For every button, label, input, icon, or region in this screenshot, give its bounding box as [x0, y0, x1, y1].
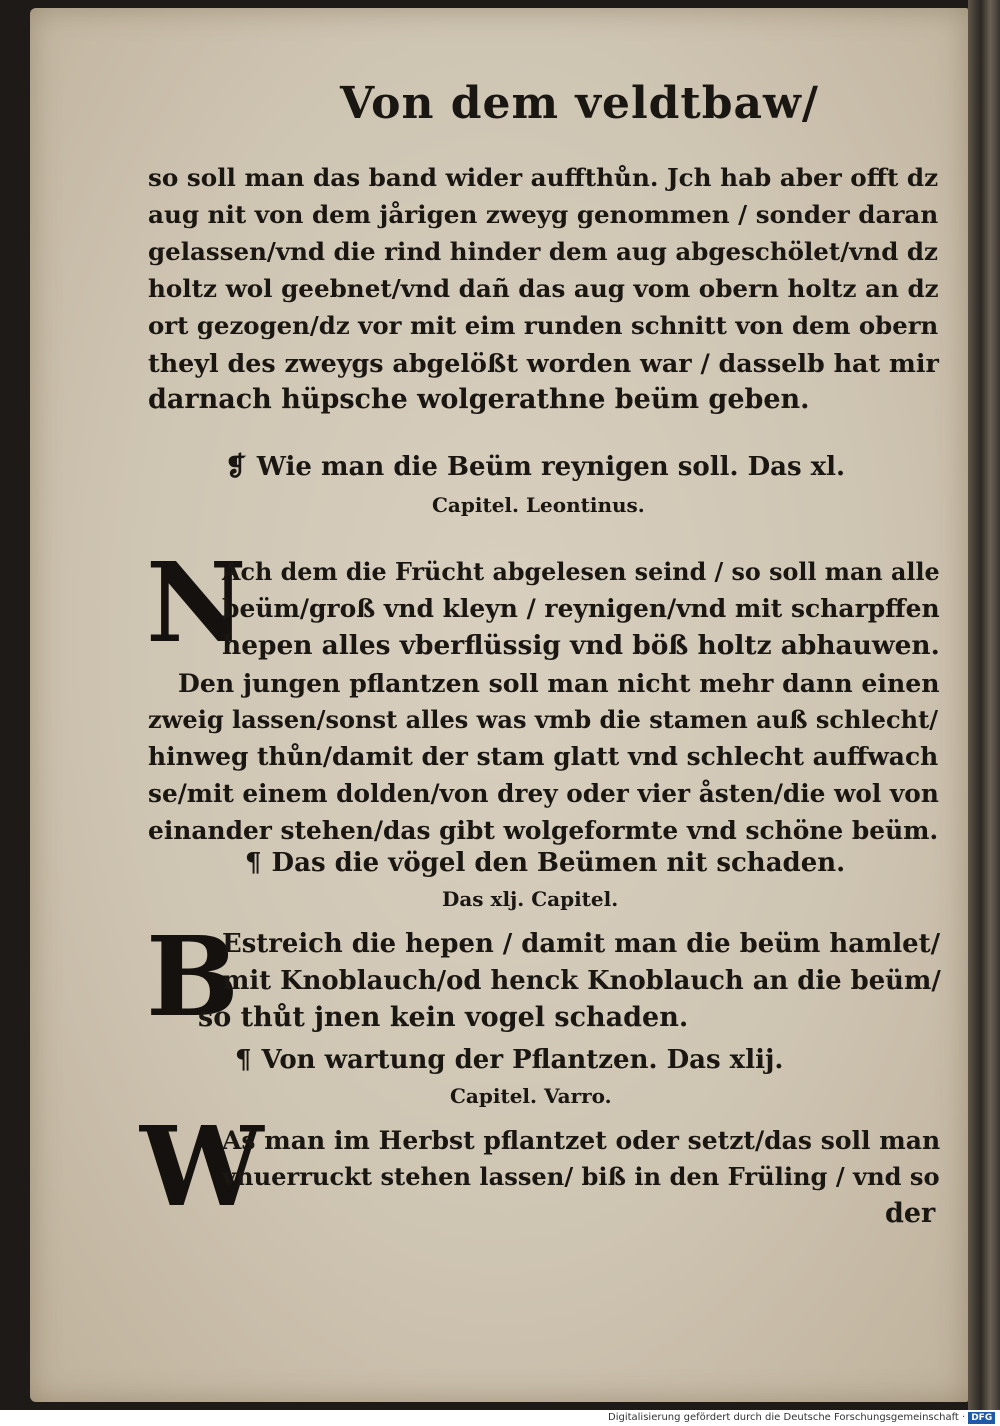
text-line: As man im Herbst pflantzet oder setzt/das soll man — [222, 1125, 941, 1155]
text-line: mit Knoblauch/od henck Knoblauch an die beüm/ — [222, 966, 941, 996]
catchword: der — [885, 1198, 936, 1229]
chapter-title: Das die vögel den Beümen nit schaden. — [271, 848, 846, 878]
chapter-title: Von wartung der Pflantzen. Das xlij. — [261, 1045, 784, 1075]
text-line: se/mit einem dolden/von drey oder vier åsten/die wol von — [148, 779, 939, 808]
page-edge — [968, 0, 1000, 1410]
pilcrow-icon: ❡ — [225, 452, 247, 482]
pilcrow-icon: ¶ — [245, 848, 262, 878]
chapter-subtitle: Capitel. Varro. — [450, 1084, 612, 1108]
chapter-subtitle: Capitel. Leontinus. — [432, 493, 645, 517]
running-head: Von dem veldtbaw/ — [340, 78, 819, 129]
text-line: theyl des zweygs abgelößt worden war / dasselb hat mir — [148, 348, 939, 378]
text-line: vnuerruckt stehen lassen/ biß in den Früling / vnd so — [222, 1162, 940, 1191]
pilcrow-icon: ¶ — [235, 1045, 252, 1075]
chapter-heading — [235, 1045, 783, 1075]
drop-cap-initial: N — [146, 538, 247, 667]
text-line: ort gezogen/dz vor mit eim runden schnitt von dem obern — [148, 311, 939, 340]
text-line: aug nit von dem jårigen zweyg genommen / sonder daran — [148, 200, 939, 229]
dfg-logo: DFG — [968, 1412, 995, 1424]
chapter-subtitle: Das xlj. Capitel. — [442, 887, 619, 911]
text-line: so soll man das band wider auffthůn. Jch hab aber offt dz — [148, 163, 939, 192]
text-line: Den jungen pflantzen soll man nicht mehr dann einen — [178, 668, 940, 698]
text-line: holtz wol geebnet/vnd dañ das aug vom obern holtz an dz — [148, 274, 939, 303]
text-line: darnach hüpsche wolgerathne beüm geben. — [148, 384, 810, 415]
text-line: gelassen/vnd die rind hinder dem aug abgeschölet/vnd dz — [148, 237, 938, 266]
text-line: Estreich die hepen / damit man die beüm hamlet/ — [222, 929, 941, 959]
text-line: beüm/groß vnd kleyn / reynigen/vnd mit scharpffen — [222, 594, 940, 623]
drop-cap-initial: B — [146, 912, 239, 1041]
text-line: einander stehen/das gibt wolgeformte vnd schöne beüm. — [148, 816, 939, 845]
text-line: hinweg thůn/damit der stam glatt vnd schlecht auffwach — [148, 742, 939, 771]
digitization-credit — [608, 1410, 1000, 1426]
text-line: Ach dem die Frücht abgelesen seind / so soll man alle — [222, 558, 940, 586]
chapter-title: Wie man die Beüm reynigen soll. Das xl. — [256, 452, 846, 482]
chapter-heading — [225, 452, 845, 482]
chapter-heading — [245, 848, 845, 878]
text-line: hepen alles vberflüssig vnd böß holtz abhauwen. — [222, 630, 940, 661]
drop-cap-initial: W — [140, 1102, 264, 1231]
text-line: so thůt jnen kein vogel schaden. — [198, 1002, 689, 1033]
credit-text: Digitalisierung gefördert durch die Deutsche Forschungsgemeinschaft · — [608, 1412, 966, 1423]
text-line: zweig lassen/sonst alles was vmb die stamen auß schlecht/ — [148, 705, 939, 734]
